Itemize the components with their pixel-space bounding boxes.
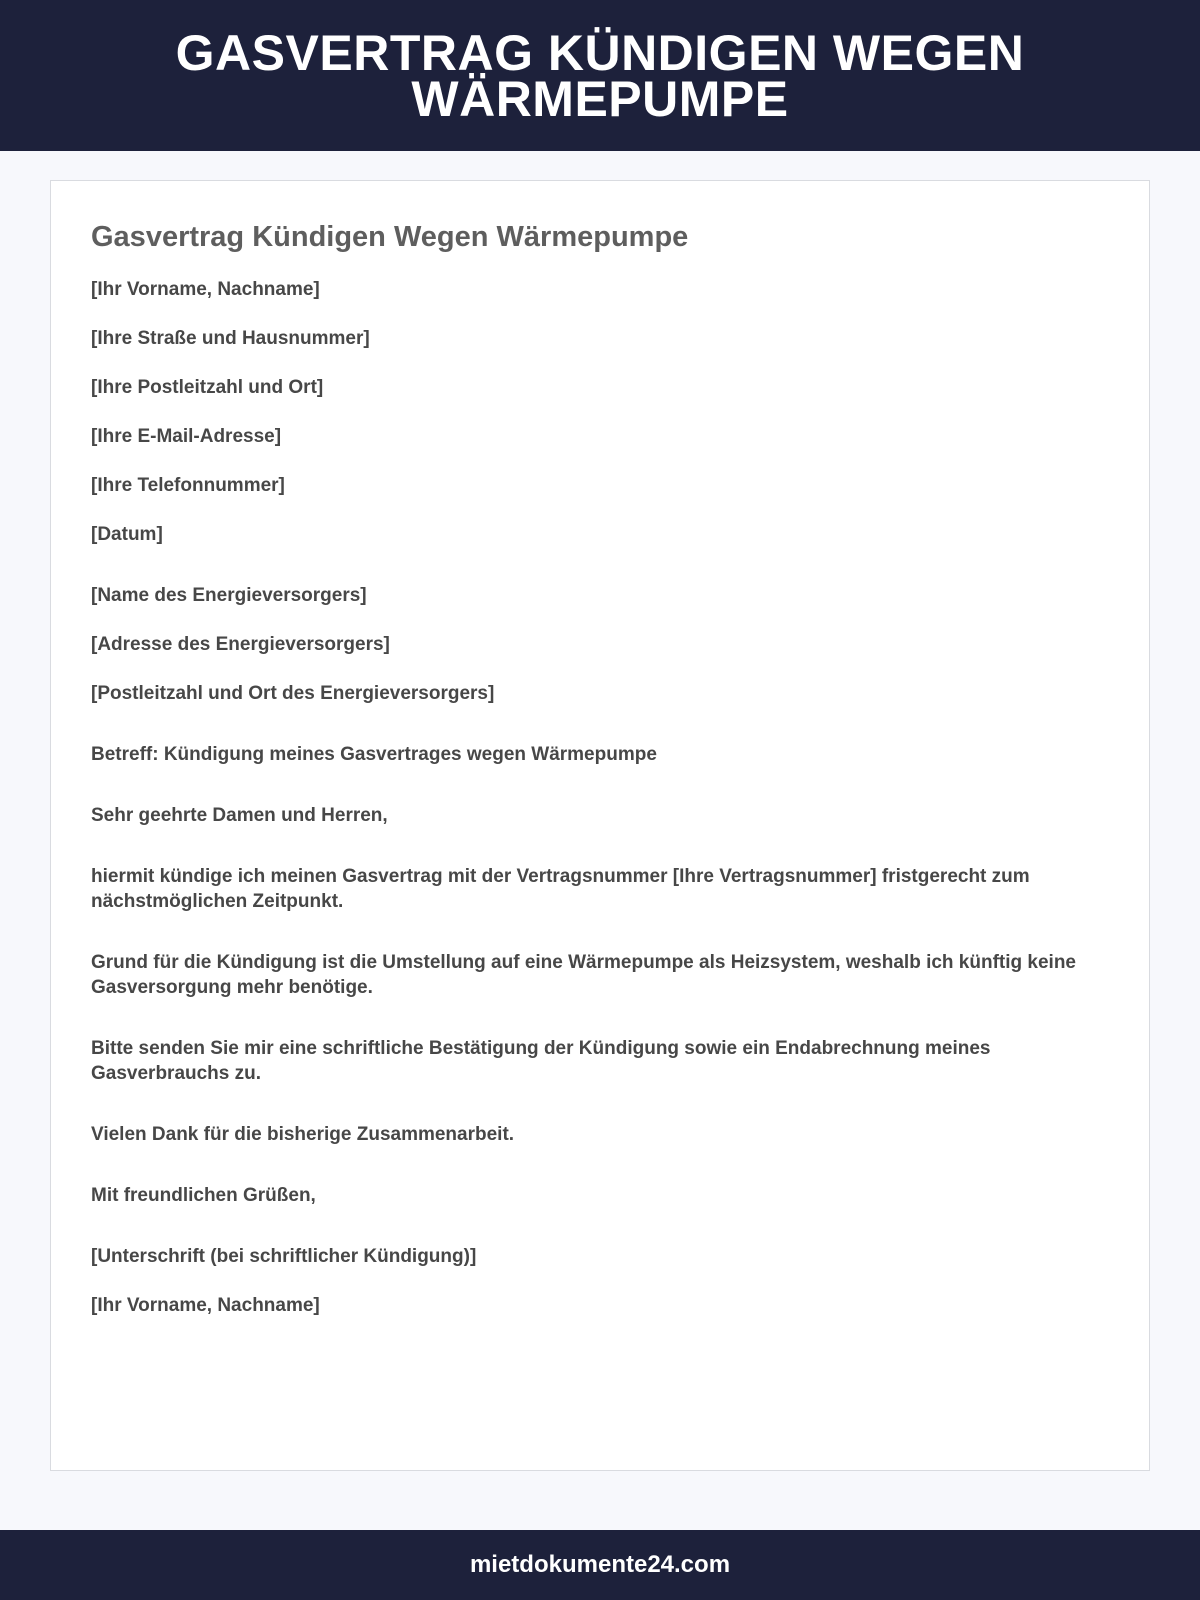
letter-date: [Datum]: [91, 524, 163, 545]
document-title: Gasvertrag Kündigen Wegen Wärmepumpe: [91, 221, 689, 253]
letter-paragraph-3: Bitte senden Sie mir eine schriftliche Bestätigung der Kündigung sowie ein Endabrechnung meines Gasverbrauchs zu.: [91, 1038, 991, 1084]
letter-paragraph-2: Grund für die Kündigung ist die Umstellung auf eine Wärmepumpe als Heizsystem, weshalb ich künftig keine Gasversorgung mehr benötige.: [91, 952, 1076, 998]
sender-street: [Ihre Straße und Hausnummer]: [91, 328, 370, 349]
letter-paragraph-1: hiermit kündige ich meinen Gasvertrag mit der Vertragsnummer [Ihre Vertragsnummer] fristgerecht zum nächstmöglichen Zeitpunkt.: [91, 866, 1030, 912]
recipient-name: [Name des Energieversorgers]: [91, 585, 367, 606]
sender-city: [Ihre Postleitzahl und Ort]: [91, 377, 324, 398]
letter-salutation: Sehr geehrte Damen und Herren,: [91, 805, 388, 826]
sender-email: [Ihre E-Mail-Adresse]: [91, 426, 282, 447]
letter-closing: Mit freundlichen Grüßen,: [91, 1185, 316, 1206]
sender-phone: [Ihre Telefonnummer]: [91, 475, 285, 496]
page-title: GASVERTRAG KÜNDIGEN WEGEN WÄRMEPUMPE: [175, 24, 1025, 127]
letter-subject: Betreff: Kündigung meines Gasvertrages wegen Wärmepumpe: [91, 744, 657, 765]
recipient-city: [Postleitzahl und Ort des Energieversorgers]: [91, 683, 495, 704]
site-header: [0, 0, 1200, 151]
sender-name: [Ihr Vorname, Nachname]: [91, 279, 320, 300]
footer-site-name: mietdokumente24.com: [469, 1551, 731, 1578]
letter-paragraph-4: Vielen Dank für die bisherige Zusammenarbeit.: [91, 1124, 515, 1145]
signature-line: [Unterschrift (bei schriftlicher Kündigung)]: [91, 1246, 477, 1267]
site-footer: [0, 1530, 1200, 1600]
letter-card: [50, 180, 1150, 1471]
signature-name: [Ihr Vorname, Nachname]: [91, 1295, 320, 1316]
recipient-address: [Adresse des Energieversorgers]: [91, 634, 390, 655]
